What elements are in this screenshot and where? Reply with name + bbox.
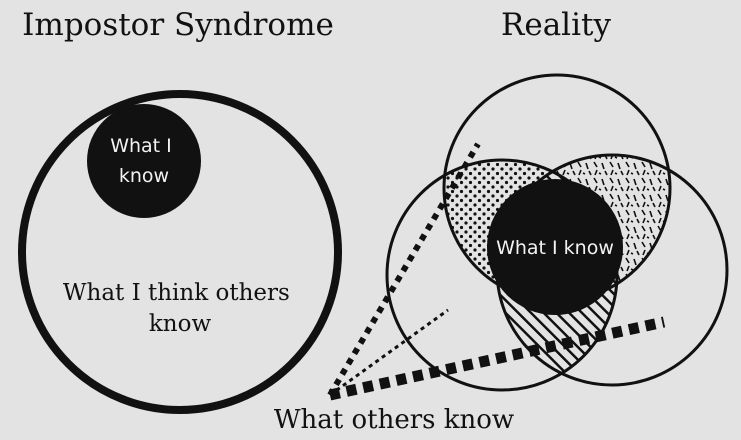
inner-circle-label-line-1: What I [110,135,172,157]
right-title: Reality [501,7,611,43]
outer-circle-label [63,280,297,337]
bottom-label-what-others-know: What others know [273,405,515,435]
inner-circle-label-line-2: know [118,165,170,187]
inner-circle-what-i-know [87,104,201,218]
left-title: Impostor Syndrome [22,7,334,43]
outer-circle-label-line-2: know [148,311,212,337]
outer-circle-label-line-1: What I think others [62,280,290,306]
center-circle-label: What I know [496,237,614,259]
